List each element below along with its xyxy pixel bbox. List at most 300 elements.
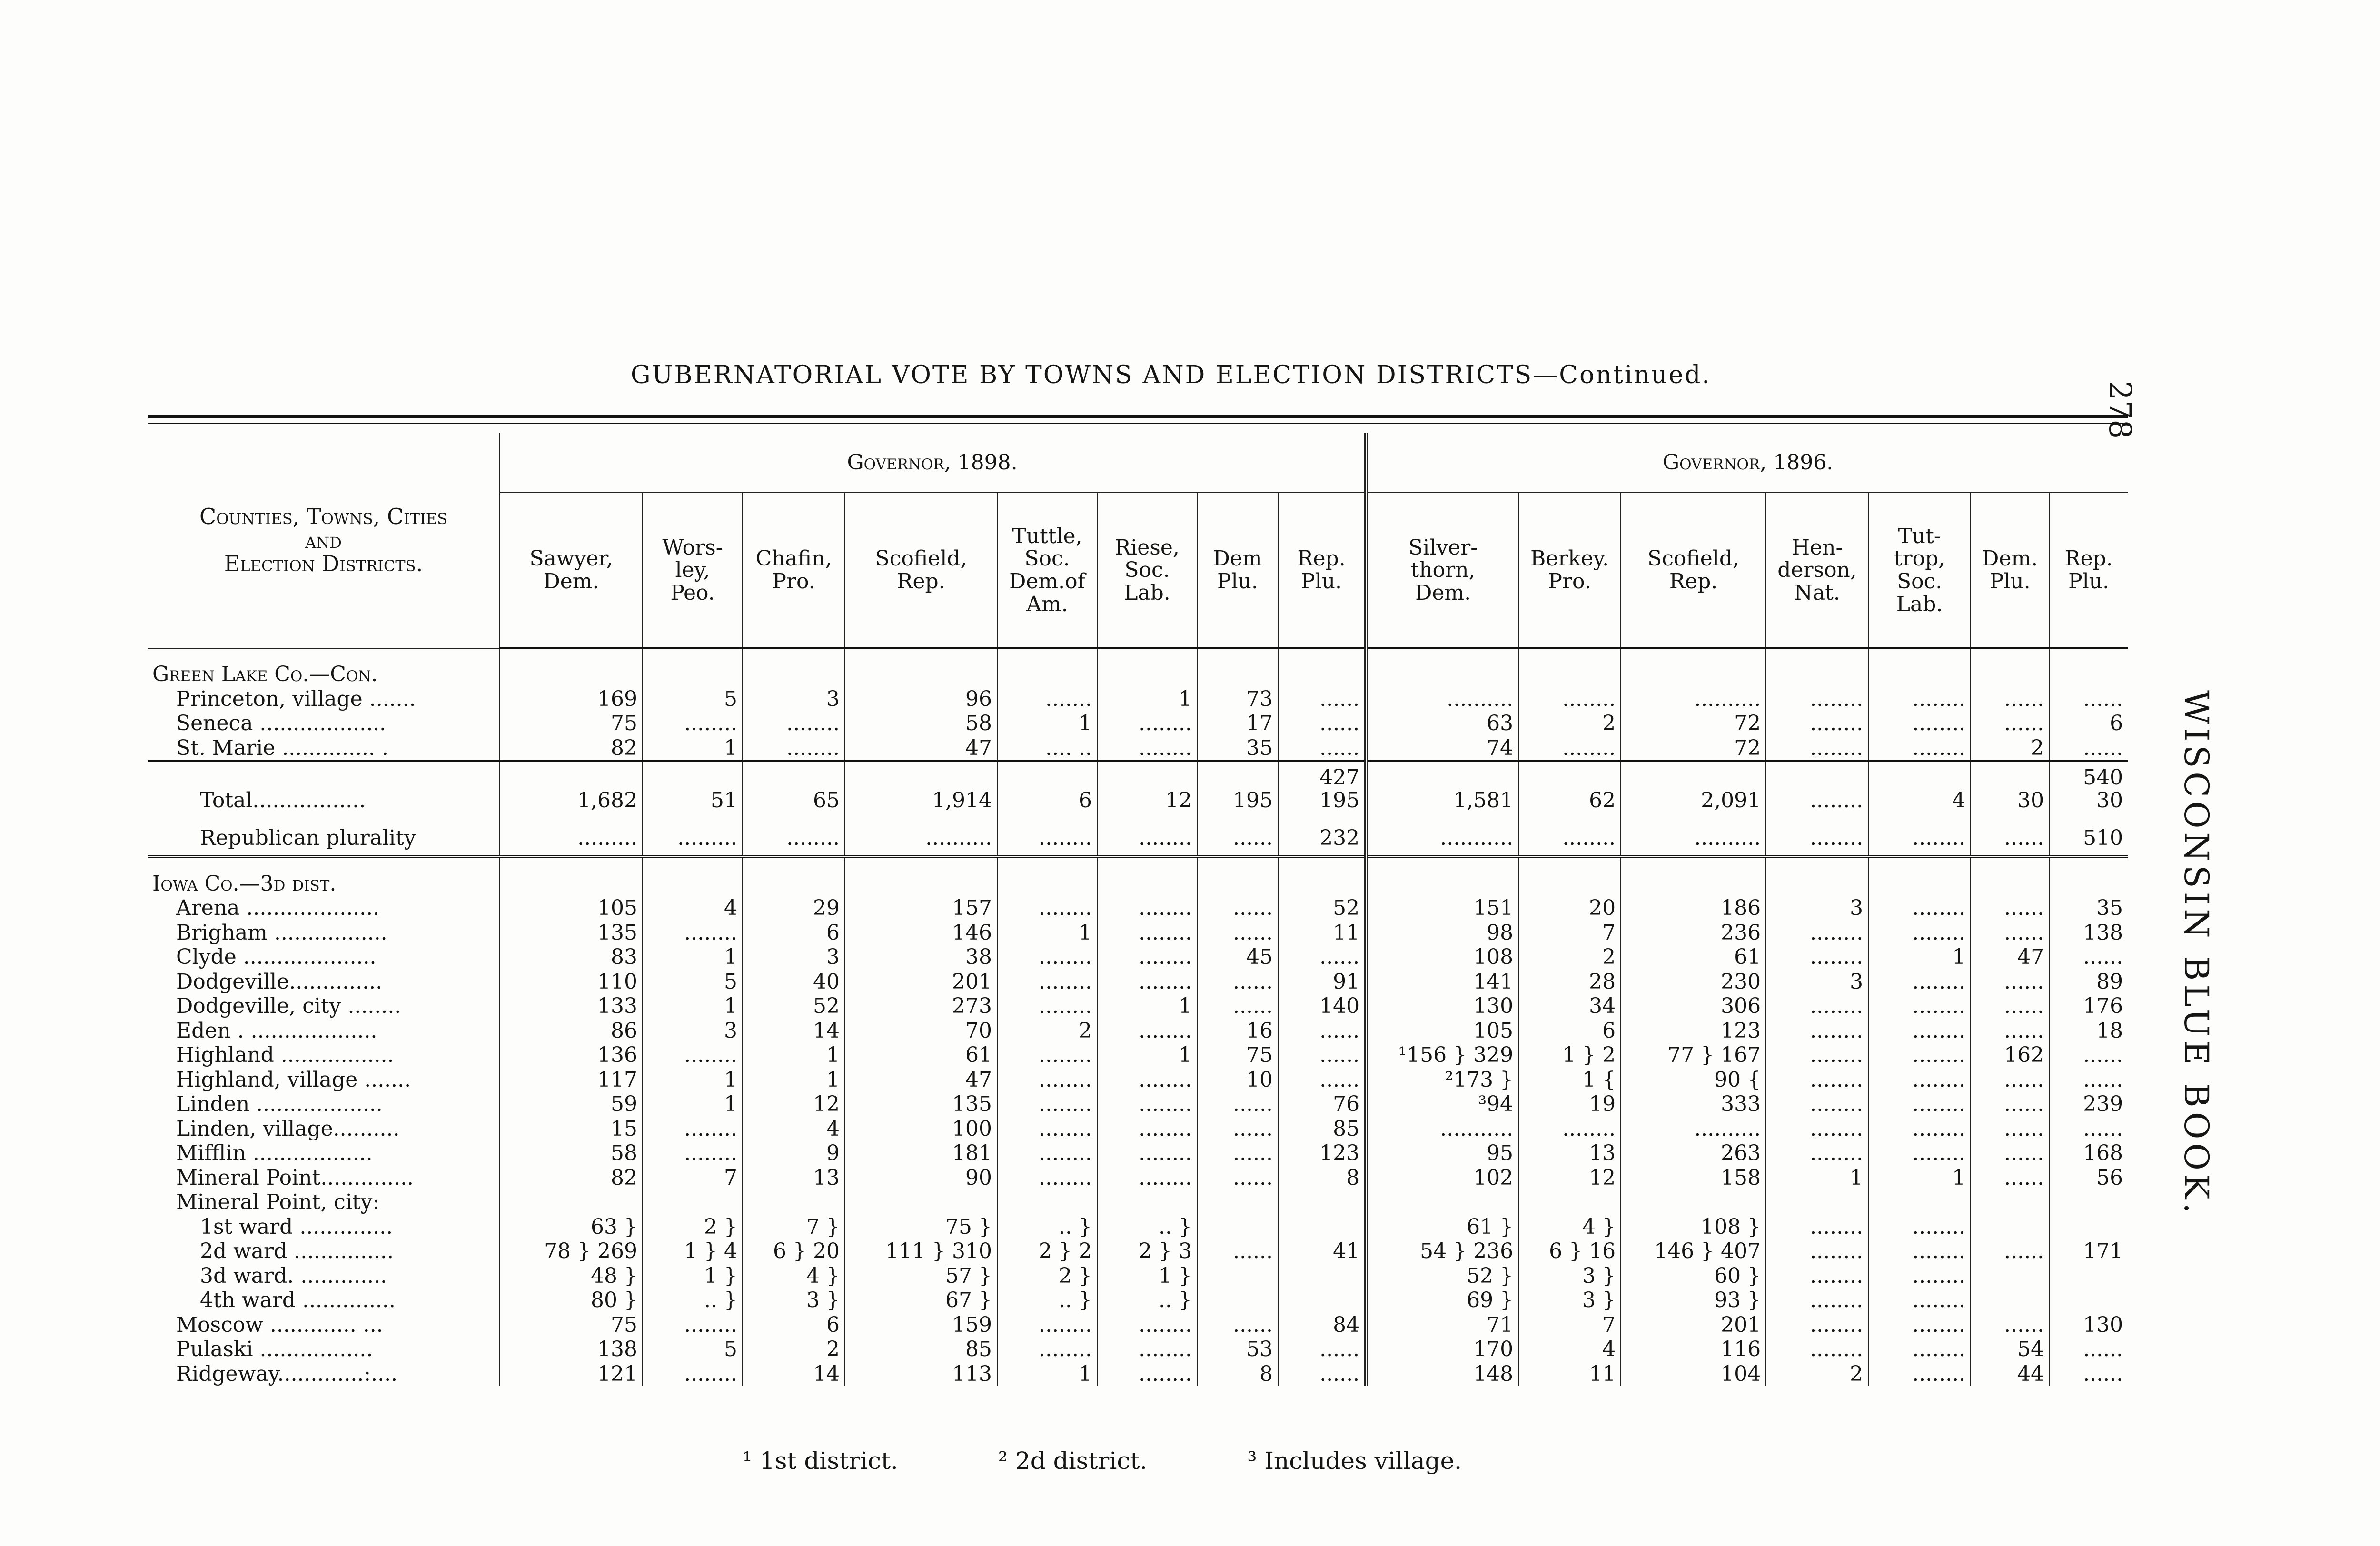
table-row <box>148 1264 2128 1288</box>
vote-cell: 2 <box>1766 1362 1868 1387</box>
vote-cell: 138 <box>2049 921 2128 945</box>
vote-cell: 201 <box>845 970 997 994</box>
vote-cell: 1,581 <box>1366 761 1518 813</box>
vote-cell: 70 <box>845 1019 997 1043</box>
vote-cell: ...... <box>1971 1117 2049 1141</box>
vote-cell: ........ <box>643 1362 743 1387</box>
vote-cell: ...... <box>1971 813 2049 857</box>
vote-cell: 52 } <box>1366 1264 1518 1288</box>
vote-cell: 1 <box>1097 994 1197 1019</box>
plurality-row <box>148 813 2128 857</box>
vote-cell: ........ <box>1766 1313 1868 1338</box>
vote-cell: 333 <box>1621 1092 1766 1117</box>
vote-cell: 2 <box>743 1337 845 1362</box>
vote-cell <box>1971 857 2049 896</box>
vote-cell: 169 <box>500 687 643 712</box>
vote-cell: 73 <box>1197 687 1278 712</box>
vote-cell: 93 } <box>1621 1288 1766 1313</box>
vote-cell: 273 <box>845 994 997 1019</box>
vote-cell <box>1868 648 1971 687</box>
row-label: St. Marie .............. . <box>176 735 388 760</box>
vote-cell: 146 } 407 <box>1621 1239 1766 1264</box>
vote-cell: 4 <box>643 896 743 921</box>
vote-cell <box>1197 648 1278 687</box>
vote-cell: ........ <box>1097 1337 1197 1362</box>
vote-cell: ........ <box>1868 1141 1971 1166</box>
vote-cell: 1,914 <box>845 761 997 813</box>
vote-cell: ........ <box>1766 1092 1868 1117</box>
vote-cell: .......... <box>1366 687 1518 712</box>
vote-cell: ...... <box>1278 1068 1366 1092</box>
row-label: Ridgeway.............:.... <box>176 1361 398 1386</box>
vote-cell: 157 <box>845 896 997 921</box>
vote-cell: .......... <box>845 813 997 857</box>
vote-cell <box>2049 1264 2128 1288</box>
running-title: WISCONSIN BLUE BOOK. <box>2177 690 2216 1218</box>
footnote-2: ² 2d district. <box>998 1447 1148 1475</box>
vote-cell: ........ <box>1097 1092 1197 1117</box>
table-row <box>148 1190 2128 1215</box>
vote-cell: 239 <box>2049 1092 2128 1117</box>
vote-cell <box>1621 1190 1766 1215</box>
vote-cell: 1 } 2 <box>1518 1043 1621 1068</box>
footnote-1: ¹ 1st district. <box>743 1447 899 1475</box>
table-row <box>148 736 2128 761</box>
vote-cell <box>997 1190 1097 1215</box>
vote-cell: 47 <box>845 1068 997 1092</box>
vote-cell: 181 <box>845 1141 997 1166</box>
vote-cell <box>1366 1190 1518 1215</box>
vote-cell: 4 } <box>1518 1215 1621 1239</box>
vote-cell: 100 <box>845 1117 997 1141</box>
vote-cell: 16 <box>1197 1019 1278 1043</box>
vote-cell: ........ <box>1868 921 1971 945</box>
vote-cell <box>1197 1288 1278 1313</box>
row-label: Mifflin .................. <box>176 1141 373 1166</box>
vote-cell <box>1366 857 1518 896</box>
vote-cell: ...... <box>1971 970 2049 994</box>
vote-cell: ........ <box>997 896 1097 921</box>
row-label: Eden . ................... <box>176 1018 377 1043</box>
top-rule-inner <box>148 423 2128 424</box>
vote-cell: 14 <box>743 1362 845 1387</box>
vote-cell: ...... <box>1971 994 2049 1019</box>
vote-cell: ........... <box>1366 813 1518 857</box>
vote-cell: 306 <box>1621 994 1766 1019</box>
vote-cell: 168 <box>2049 1141 2128 1166</box>
vote-cell: 6 <box>1518 1019 1621 1043</box>
vote-cell: 1 <box>643 1092 743 1117</box>
vote-cell: ........ <box>1766 813 1868 857</box>
vote-cell: ...... <box>1197 970 1278 994</box>
vote-cell: ........ <box>997 1092 1097 1117</box>
vote-cell: ....... <box>997 687 1097 712</box>
vote-cell <box>1971 1190 2049 1215</box>
vote-cell: ........ <box>643 711 743 736</box>
vote-cell: ........ <box>1766 945 1868 970</box>
vote-cell: 130 <box>1366 994 1518 1019</box>
page-number: 278 <box>2102 381 2137 439</box>
vote-cell: 12 <box>743 1092 845 1117</box>
vote-cell: ...... <box>1971 1019 2049 1043</box>
col-rep-plu-1896: Rep. Plu. <box>2049 493 2128 648</box>
vote-cell: 130 <box>2049 1313 2128 1338</box>
vote-cell <box>1766 648 1868 687</box>
table-row <box>148 945 2128 970</box>
vote-cell: ........ <box>1097 736 1197 761</box>
vote-cell: ...... <box>1197 994 1278 1019</box>
vote-cell: ...... <box>2049 1117 2128 1141</box>
vote-cell: ........ <box>997 1141 1097 1166</box>
vote-cell: 2 } 3 <box>1097 1239 1197 1264</box>
vote-cell: ........ <box>1766 921 1868 945</box>
vote-cell <box>1518 857 1621 896</box>
vote-cell: 201 <box>1621 1313 1766 1338</box>
vote-cell: ........ <box>1868 994 1971 1019</box>
vote-cell: ........ <box>1097 1166 1197 1190</box>
vote-cell: 2 } <box>997 1264 1097 1288</box>
vote-cell <box>743 648 845 687</box>
vote-cell: 13 <box>743 1166 845 1190</box>
vote-cell <box>1766 857 1868 896</box>
vote-cell: 47 <box>845 736 997 761</box>
vote-cell: 44 <box>1971 1362 2049 1387</box>
vote-cell: ...... <box>2049 687 2128 712</box>
vote-cell: 95 <box>1366 1141 1518 1166</box>
vote-cell: 4 <box>1518 1337 1621 1362</box>
vote-cell: 10 <box>1197 1068 1278 1092</box>
vote-cell: ........ <box>1766 1141 1868 1166</box>
vote-cell: 104 <box>1621 1362 1766 1387</box>
vote-cell <box>2049 1288 2128 1313</box>
vote-cell: 35 <box>1197 736 1278 761</box>
total-row <box>148 761 2128 813</box>
vote-cell: ........ <box>1766 687 1868 712</box>
vote-cell: 7 <box>1518 1313 1621 1338</box>
table-row <box>148 1239 2128 1264</box>
vote-cell: 108 } <box>1621 1215 1766 1239</box>
vote-cell: 72 <box>1621 711 1766 736</box>
col-tuttle: Tuttle, Soc. Dem.of Am. <box>997 493 1097 648</box>
vote-cell <box>2049 1190 2128 1215</box>
vote-cell: 74 <box>1366 736 1518 761</box>
vote-cell: ........ <box>1868 813 1971 857</box>
vote-cell: ........ <box>1097 1362 1197 1387</box>
vote-cell: ........ <box>1097 711 1197 736</box>
vote-cell: 5 <box>643 687 743 712</box>
table-row <box>148 1313 2128 1338</box>
vote-cell: 158 <box>1621 1166 1766 1190</box>
vote-cell: 1 <box>643 1068 743 1092</box>
vote-cell: ........ <box>1518 813 1621 857</box>
vote-cell: 57 } <box>845 1264 997 1288</box>
vote-cell: 6 <box>2049 711 2128 736</box>
col-dem-plu-1896: Dem. Plu. <box>1971 493 2049 648</box>
vote-cell: 6 <box>743 921 845 945</box>
vote-cell: 133 <box>500 994 643 1019</box>
row-label: Highland, village ....... <box>176 1067 411 1092</box>
vote-cell: ........ <box>1766 1337 1868 1362</box>
vote-cell: ........ <box>1766 1215 1868 1239</box>
vote-cell: ...... <box>1278 711 1366 736</box>
vote-cell: ...... <box>1971 921 2049 945</box>
vote-cell: ........ <box>1868 687 1971 712</box>
vote-cell: ........ <box>1518 736 1621 761</box>
vote-cell: ........ <box>643 1141 743 1166</box>
vote-cell: 35 <box>2049 896 2128 921</box>
vote-cell: ........ <box>997 1337 1097 1362</box>
vote-cell: ...... <box>1971 1239 2049 1264</box>
footnote-3: ³ Includes village. <box>1247 1447 1462 1475</box>
vote-cell: 176 <box>2049 994 2128 1019</box>
vote-cell: 84 <box>1278 1313 1366 1338</box>
vote-cell: ...... <box>2049 1362 2128 1387</box>
vote-cell: ...... <box>1278 1337 1366 1362</box>
table-row <box>148 1337 2128 1362</box>
vote-cell: 136 <box>500 1043 643 1068</box>
vote-cell: ...... <box>2049 736 2128 761</box>
vote-cell: ...... <box>1971 1092 2049 1117</box>
vote-cell: 17 <box>1197 711 1278 736</box>
vote-cell <box>1971 1264 2049 1288</box>
vote-cell: 7 <box>1518 921 1621 945</box>
vote-cell <box>1197 1215 1278 1239</box>
vote-cell: 7 <box>643 1166 743 1190</box>
table-row <box>148 896 2128 921</box>
vote-cell: 3 <box>1766 896 1868 921</box>
vote-cell: 54 } 236 <box>1366 1239 1518 1264</box>
vote-cell: ........ <box>1766 711 1868 736</box>
vote-cell: ........ <box>1097 945 1197 970</box>
table-row <box>148 1362 2128 1387</box>
vote-cell: 3 <box>743 687 845 712</box>
vote-cell: ...... <box>1278 736 1366 761</box>
vote-cell <box>500 857 643 896</box>
vote-cell: ........ <box>1766 761 1868 813</box>
vote-cell: 135 <box>845 1092 997 1117</box>
vote-cell: 67 } <box>845 1288 997 1313</box>
vote-cell: ........ <box>997 970 1097 994</box>
vote-cell <box>2049 648 2128 687</box>
vote-cell: 29 <box>743 896 845 921</box>
vote-cell: 3 } <box>1518 1264 1621 1288</box>
vote-cell: 113 <box>845 1362 997 1387</box>
vote-cell <box>643 1190 743 1215</box>
row-label: 4th ward .............. <box>200 1288 396 1313</box>
col-dem-plu-1898: Dem Plu. <box>1197 493 1278 648</box>
vote-cell: 96 <box>845 687 997 712</box>
vote-cell: .......... <box>1621 687 1766 712</box>
vote-cell: ........ <box>997 994 1097 1019</box>
table-row <box>148 1019 2128 1043</box>
vote-cell: ...... <box>2049 945 2128 970</box>
vote-cell: ...... <box>1971 1313 2049 1338</box>
table-row <box>148 711 2128 736</box>
vote-cell <box>1766 1190 1868 1215</box>
vote-cell: 1 } 4 <box>643 1239 743 1264</box>
vote-cell: 148 <box>1366 1362 1518 1387</box>
col-rep-plu-1898: Rep. Plu. <box>1278 493 1366 648</box>
vote-cell: 1 <box>643 945 743 970</box>
vote-cell: ...... <box>1278 1019 1366 1043</box>
vote-cell: 427 195 <box>1278 761 1366 813</box>
vote-cell: ........ <box>1868 1313 1971 1338</box>
vote-cell: 63 } <box>500 1215 643 1239</box>
vote-cell: ...... <box>1971 1141 2049 1166</box>
vote-cell <box>1971 1215 2049 1239</box>
vote-cell: 18 <box>2049 1019 2128 1043</box>
vote-cell: ........ <box>1868 970 1971 994</box>
vote-cell: 61 } <box>1366 1215 1518 1239</box>
vote-cell: 263 <box>1621 1141 1766 1166</box>
vote-cell: 2,091 <box>1621 761 1766 813</box>
vote-cell: 4 <box>1868 761 1971 813</box>
vote-cell <box>1197 857 1278 896</box>
vote-cell: 11 <box>1278 921 1366 945</box>
vote-cell: ........ <box>743 813 845 857</box>
vote-cell: ........ <box>1097 1019 1197 1043</box>
vote-cell: 6 <box>997 761 1097 813</box>
vote-cell: 75 } <box>845 1215 997 1239</box>
top-rule <box>148 415 2128 418</box>
table-row <box>148 994 2128 1019</box>
vote-cell <box>845 648 997 687</box>
vote-cell: .... .. <box>997 736 1097 761</box>
vote-cell: ........ <box>643 921 743 945</box>
vote-cell: ........ <box>1868 1337 1971 1362</box>
vote-cell: 6 <box>743 1313 845 1338</box>
col-riese: Riese, Soc. Lab. <box>1097 493 1197 648</box>
vote-cell: .. } <box>997 1288 1097 1313</box>
vote-cell: 40 <box>743 970 845 994</box>
vote-cell: ........ <box>1868 1362 1971 1387</box>
vote-cell: 56 <box>2049 1166 2128 1190</box>
vote-cell: 58 <box>500 1141 643 1166</box>
vote-cell: 186 <box>1621 896 1766 921</box>
vote-cell: 7 } <box>743 1215 845 1239</box>
vote-cell: 171 <box>2049 1239 2128 1264</box>
vote-cell: ........ <box>1097 1068 1197 1092</box>
vote-cell: 82 <box>500 736 643 761</box>
vote-cell <box>1278 1264 1366 1288</box>
row-label: Brigham ................. <box>176 920 387 945</box>
vote-cell: 61 <box>1621 945 1766 970</box>
vote-cell: 52 <box>1278 896 1366 921</box>
vote-cell: ........ <box>1766 1264 1868 1288</box>
vote-cell: ...... <box>1278 945 1366 970</box>
vote-cell <box>1278 1190 1366 1215</box>
vote-cell <box>643 648 743 687</box>
vote-cell: 121 <box>500 1362 643 1387</box>
vote-cell: 89 <box>2049 970 2128 994</box>
vote-cell: ...... <box>1197 1313 1278 1338</box>
vote-cell: ........ <box>997 945 1097 970</box>
vote-cell: 6 } 16 <box>1518 1239 1621 1264</box>
vote-cell: ........ <box>1097 1141 1197 1166</box>
col-silverthorn: Silver- thorn, Dem. <box>1366 493 1518 648</box>
row-label: Clyde .................... <box>176 945 377 970</box>
vote-cell <box>1278 1288 1366 1313</box>
vote-cell: 90 <box>845 1166 997 1190</box>
row-label: Total................. <box>148 761 500 813</box>
table-row <box>148 1092 2128 1117</box>
vote-cell: ...... <box>2049 1337 2128 1362</box>
vote-cell: 75 <box>500 1313 643 1338</box>
col-scofield-1896: Scofield, Rep. <box>1621 493 1766 648</box>
vote-cell: ...... <box>1971 711 2049 736</box>
vote-cell: 117 <box>500 1068 643 1092</box>
vote-cell: ...... <box>1971 896 2049 921</box>
row-label: 2d ward ............... <box>200 1239 394 1264</box>
vote-cell: ...... <box>1278 687 1366 712</box>
vote-cell: 1 <box>1868 945 1971 970</box>
row-label: Dodgeville.............. <box>176 969 383 994</box>
col-henderson: Hen- derson, Nat. <box>1766 493 1868 648</box>
vote-cell <box>1278 648 1366 687</box>
vote-cell: 76 <box>1278 1092 1366 1117</box>
row-label: Iowa Co.—3d dist. <box>152 871 337 896</box>
vote-cell: ........ <box>1868 1117 1971 1141</box>
vote-cell: ........ <box>1868 1043 1971 1068</box>
vote-cell: 1,682 <box>500 761 643 813</box>
vote-cell: 11 <box>1518 1362 1621 1387</box>
vote-cell: 51 <box>643 761 743 813</box>
vote-cell: ........ <box>997 1068 1097 1092</box>
row-label: Republican plurality <box>148 813 500 857</box>
county-heading-green-lake <box>148 648 2128 687</box>
vote-cell: 5 <box>643 970 743 994</box>
vote-cell: ........ <box>1097 813 1197 857</box>
vote-cell <box>1621 857 1766 896</box>
vote-cell: 83 <box>500 945 643 970</box>
vote-cell: 232 <box>1278 813 1366 857</box>
vote-cell <box>743 1190 845 1215</box>
vote-cell: 28 <box>1518 970 1621 994</box>
vote-cell: ........ <box>1868 736 1971 761</box>
vote-cell: 141 <box>1366 970 1518 994</box>
vote-cell: ........ <box>1868 896 1971 921</box>
vote-cell: 151 <box>1366 896 1518 921</box>
vote-cell: ........ <box>643 1043 743 1068</box>
vote-cell: 54 <box>1971 1337 2049 1362</box>
vote-cell: ...... <box>1971 1068 2049 1092</box>
row-header: Counties, Towns, Cities and Election Districts. <box>148 433 500 648</box>
vote-cell: 116 <box>1621 1337 1766 1362</box>
vote-cell: 1 <box>1097 687 1197 712</box>
vote-cell: 2 <box>1971 736 2049 761</box>
table-row <box>148 1166 2128 1190</box>
vote-cell: ³94 <box>1366 1092 1518 1117</box>
col-sawyer: Sawyer, Dem. <box>500 493 643 648</box>
vote-cell: ........ <box>997 1166 1097 1190</box>
vote-cell: 72 <box>1621 736 1766 761</box>
vote-cell: 41 <box>1278 1239 1366 1264</box>
vote-cell: 123 <box>1278 1141 1366 1166</box>
vote-cell <box>1971 1288 2049 1313</box>
vote-cell: 162 <box>1971 1043 2049 1068</box>
page-title: GUBERNATORIAL VOTE BY TOWNS AND ELECTION DISTRICTS—Continued. <box>631 361 1711 389</box>
vote-cell: ........ <box>1868 1239 1971 1264</box>
vote-cell: ........ <box>1097 1117 1197 1141</box>
vote-cell: ........ <box>1868 1264 1971 1288</box>
vote-cell: 14 <box>743 1019 845 1043</box>
vote-cell: 510 <box>2049 813 2128 857</box>
vote-cell: 1 { <box>1518 1068 1621 1092</box>
vote-cell: ...... <box>2049 1043 2128 1068</box>
vote-cell: ........ <box>1868 711 1971 736</box>
vote-cell: 12 <box>1097 761 1197 813</box>
vote-cell: ...... <box>1971 687 2049 712</box>
